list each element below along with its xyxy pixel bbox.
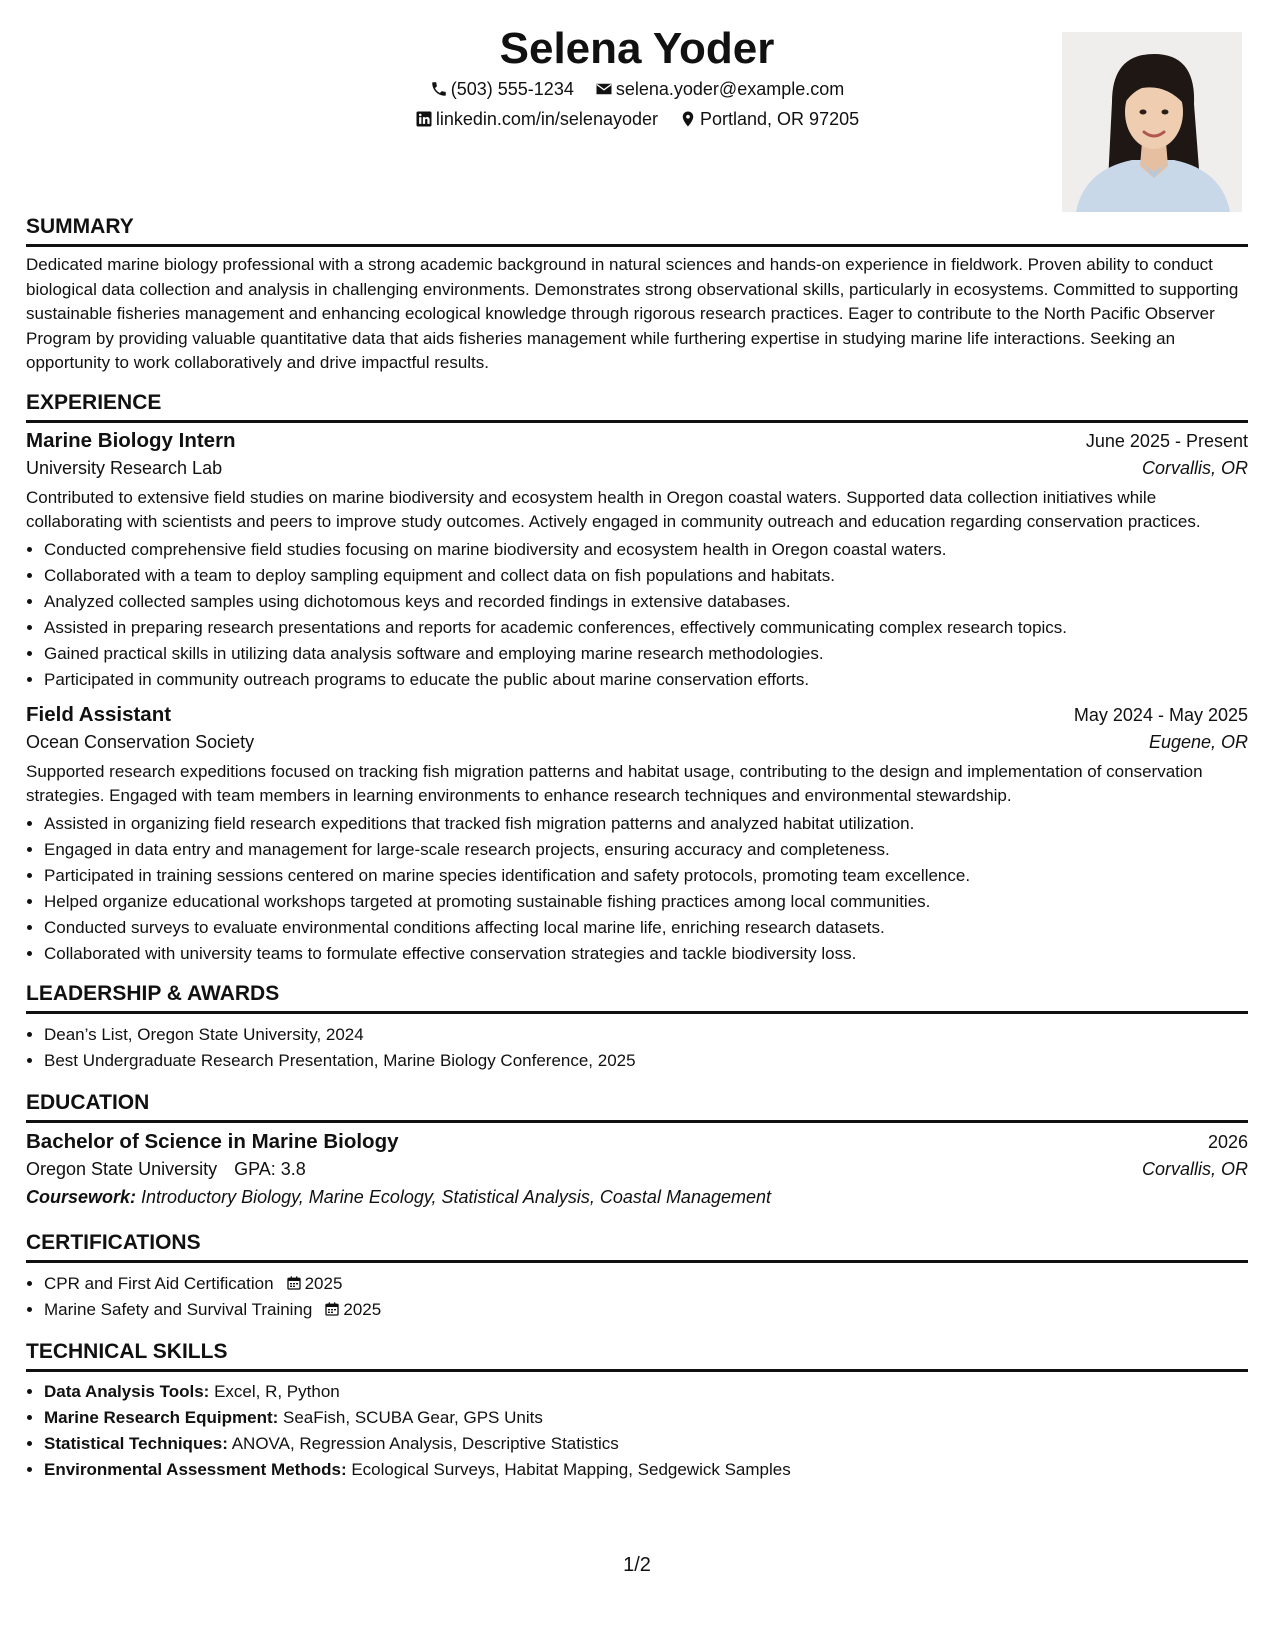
list-item bbox=[44, 1271, 1248, 1297]
certification-year: 2025 bbox=[304, 1273, 343, 1293]
list-item: • Conducted comprehensive field studies focusing on marine biodiversity and ecosystem health in Oregon coastal waters. bbox=[44, 537, 1248, 563]
contact-email[interactable] bbox=[595, 77, 844, 101]
phone-text: (503) 555-1234 bbox=[450, 79, 574, 99]
list-item: • Engaged in data entry and management for large-scale research projects, ensuring accuracy and completeness. bbox=[44, 837, 1248, 863]
degree-title: Bachelor of Science in Marine Biology bbox=[26, 1129, 399, 1153]
list-item bbox=[44, 1379, 1248, 1405]
job-description: Contributed to extensive field studies on marine biodiversity and ecosystem health in Oregon coastal waters. Supported data collection initiatives while collaborating with scientists and peers to improve study outcomes. Actively engaged in community outreach and education regarding conservation practices. bbox=[26, 487, 1201, 531]
resume-header bbox=[26, 0, 1248, 214]
job-description: Supported research expeditions focused on tracking fish migration patterns and habitat usage, contributing to the design and implementation of conservation strategies. Engaged with team members in learning environments to enhance research techniques and environmental stewardship. bbox=[26, 761, 1203, 805]
section-title-education: EDUCATION bbox=[26, 1090, 1248, 1123]
job-head bbox=[26, 703, 1248, 727]
awards-section bbox=[26, 981, 1248, 1074]
job-title: Marine Biology Intern bbox=[26, 428, 236, 452]
person-portrait-icon bbox=[1062, 32, 1242, 212]
coursework-label: Coursework: bbox=[26, 1186, 137, 1207]
certification-name: Marine Safety and Survival Training bbox=[44, 1299, 313, 1319]
skills-section bbox=[26, 1339, 1248, 1483]
job-date: May 2024 - May 2025 bbox=[1073, 704, 1248, 725]
candidate-name: Selena Yoder bbox=[499, 24, 775, 73]
section-title-certifications: CERTIFICATIONS bbox=[26, 1230, 1248, 1263]
contact-location bbox=[679, 107, 859, 131]
skill-value: ANOVA, Regression Analysis, Descriptive Statistics bbox=[231, 1433, 619, 1453]
skill-label: Marine Research Equipment: bbox=[44, 1407, 279, 1427]
job-org: Ocean Conservation Society bbox=[26, 731, 255, 752]
education-section bbox=[26, 1090, 1248, 1208]
skill-label: Data Analysis Tools: bbox=[44, 1381, 210, 1401]
phone-icon bbox=[430, 80, 448, 98]
calendar-icon bbox=[286, 1275, 302, 1291]
list-item: • Collaborated with a team to deploy sampling equipment and collect data on fish populations and habitats. bbox=[44, 563, 1248, 589]
school-line bbox=[26, 1159, 306, 1180]
gpa: GPA: 3.8 bbox=[234, 1158, 306, 1179]
list-item bbox=[44, 1431, 1248, 1457]
contact-linkedin[interactable] bbox=[415, 107, 658, 131]
job-sub bbox=[26, 458, 1248, 479]
job-head bbox=[26, 429, 1248, 453]
certification-name: CPR and First Aid Certification bbox=[44, 1273, 274, 1293]
section-title-experience: EXPERIENCE bbox=[26, 390, 1248, 423]
linkedin-icon bbox=[415, 110, 433, 128]
section-title-skills: TECHNICAL SKILLS bbox=[26, 1339, 1248, 1372]
list-item bbox=[44, 1405, 1248, 1431]
list-item bbox=[44, 1297, 1248, 1323]
certifications-list bbox=[26, 1271, 1248, 1323]
education-head bbox=[26, 1130, 1248, 1154]
summary-section bbox=[26, 214, 1248, 376]
map-pin-icon bbox=[679, 110, 697, 128]
coursework-line bbox=[26, 1187, 1248, 1208]
skill-label: Statistical Techniques: bbox=[44, 1433, 228, 1453]
school-name: Oregon State University bbox=[26, 1158, 218, 1179]
skill-value: SeaFish, SCUBA Gear, GPS Units bbox=[283, 1407, 543, 1427]
skill-value: Excel, R, Python bbox=[214, 1381, 340, 1401]
job-entry bbox=[26, 703, 1248, 967]
job-location: Corvallis, OR bbox=[1141, 457, 1248, 478]
skills-list bbox=[26, 1379, 1248, 1483]
list-item: • Conducted surveys to evaluate environmental conditions affecting local marine life, enriching research datasets. bbox=[44, 915, 1248, 941]
job-location: Eugene, OR bbox=[1148, 731, 1248, 752]
list-item: • Assisted in organizing field research expeditions that tracked fish migration patterns and analyzed habitat utilization. bbox=[44, 811, 1248, 837]
list-item: • Best Undergraduate Research Presentation, Marine Biology Conference, 2025 bbox=[44, 1048, 1248, 1074]
email-text: selena.yoder@example.com bbox=[615, 79, 845, 99]
job-sub bbox=[26, 732, 1248, 753]
experience-section bbox=[26, 390, 1248, 967]
skill-value: Ecological Surveys, Habitat Mapping, Sedgewick Samples bbox=[351, 1459, 791, 1479]
list-item: • Dean’s List, Oregon State University, 2024 bbox=[44, 1022, 1248, 1048]
list-item: • Collaborated with university teams to formulate effective conservation strategies and tackle biodiversity loss. bbox=[44, 941, 1248, 967]
education-sub bbox=[26, 1159, 1248, 1180]
section-title-awards: LEADERSHIP & AWARDS bbox=[26, 981, 1248, 1014]
summary-text: Dedicated marine biology professional with a strong academic background in natural sciences and hands-on experience in fieldwork. Proven ability to conduct biological data collection and analysis in challenging environments. Demonstrates strong observational skills, particularly in ecosystems. Committed to supporting sustainable fisheries management and enhancing ecological knowledge through rigorous research practices. Eager to contribute to the North Pacific Observer Program by providing valuable quantitative data that aids fisheries management while furthering expertise in studying marine life interactions. Seeking an opportunity to work collaboratively and drive impactful results. bbox=[26, 255, 1239, 372]
list-item bbox=[44, 1457, 1248, 1483]
envelope-icon bbox=[595, 80, 613, 98]
graduation-year: 2026 bbox=[1207, 1131, 1248, 1152]
certifications-section bbox=[26, 1230, 1248, 1323]
list-item: • Gained practical skills in utilizing data analysis software and employing marine research methodologies. bbox=[44, 641, 1248, 667]
certification-year: 2025 bbox=[343, 1299, 382, 1319]
profile-photo bbox=[1062, 32, 1242, 212]
job-bullets bbox=[26, 811, 1248, 967]
skill-label: Environmental Assessment Methods: bbox=[44, 1459, 347, 1479]
coursework-text: Introductory Biology, Marine Ecology, Statistical Analysis, Coastal Management bbox=[141, 1186, 772, 1207]
list-item: • Participated in training sessions centered on marine species identification and safety protocols, promoting team excellence. bbox=[44, 863, 1248, 889]
list-item: • Analyzed collected samples using dichotomous keys and recorded findings in extensive databases. bbox=[44, 589, 1248, 615]
page-number: 1/2 bbox=[623, 1554, 651, 1576]
job-title: Field Assistant bbox=[26, 702, 172, 726]
list-item: • Assisted in preparing research presentations and reports for academic conferences, effectively communicating complex research topics. bbox=[44, 615, 1248, 641]
job-date: June 2025 - Present bbox=[1085, 430, 1248, 451]
resume-page bbox=[26, 0, 1248, 1650]
awards-list bbox=[26, 1022, 1248, 1074]
job-org: University Research Lab bbox=[26, 457, 223, 478]
calendar-icon bbox=[324, 1301, 340, 1317]
school-location: Corvallis, OR bbox=[1141, 1158, 1248, 1179]
linkedin-text: linkedin.com/in/selenayoder bbox=[435, 109, 658, 129]
section-title-summary: SUMMARY bbox=[26, 214, 1248, 247]
job-entry bbox=[26, 429, 1248, 693]
contact-phone bbox=[430, 77, 574, 101]
list-item: • Participated in community outreach programs to educate the public about marine conservation efforts. bbox=[44, 667, 1248, 693]
location-text: Portland, OR 97205 bbox=[700, 109, 860, 129]
list-item: • Helped organize educational workshops targeted at promoting sustainable fishing practices among local communities. bbox=[44, 889, 1248, 915]
job-bullets bbox=[26, 537, 1248, 693]
